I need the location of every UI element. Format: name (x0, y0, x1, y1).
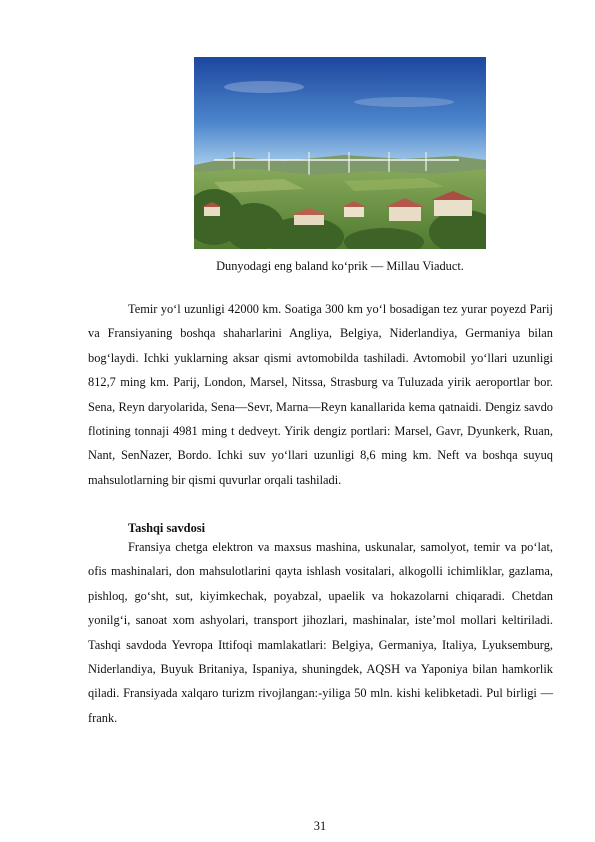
sky (194, 57, 486, 167)
millau-viaduct-photo (194, 57, 486, 249)
section-heading: Tashqi savdosi (128, 521, 206, 535)
paragraph-foreign-trade: Fransiya chetga elektron va maxsus mashina, uskunalar, samolyot, temir va po‘lat, ofis mashinalari, don mahsulotlarini qayta ishlash vositalari, alkogolli ichimliklar, gazlama, pishloq, go‘sht, sut, kiyimkechak, poyabzal, upaelik va hokazolarni chiqaradi. Chetdan yonilg‘i, sanoat xom ashyolari, transport jihozlari, mashinalar, iste’mol mollari keltiriladi. Tashqi savdoda Yevropa Ittifoqi mamlakatlari: Belgiya, Germaniya, Italiya, Lyuksemburg, Niderlandiya, Buyuk Britaniya, Ispaniya, shuningdek, AQSH va Yaponiya bilan hamkorlik qiladi. Fransiyada xalqaro turizm rivojlangan:-yiliga 50 mln. kishi kelibketadi. Pul birligi — frank. (88, 540, 553, 725)
paragraph-transport: Temir yo‘l uzunligi 42000 km. Soatiga 300 km yo‘l bosadigan tez yurar poyezd Parij va Fransiyaning boshqa shaharlarini Angliya, Belgiya, Niderlandiya, Germaniya bilan bog‘laydi. Ichki yuklarning aksar qismi avtomobilda tashiladi. Avtomobil yo‘llari uzunligi 812,7 ming km. Parij, London, Marsel, Nitssa, Strasburg va Tuluzada yirik aeroportlar bor. Sena, Reyn daryolarida, Sena—Sevr, Marna—Reyn kanallarida kema qatnaidi. Dengiz savdo flotining tonnaji 4981 ming t dedveyt. Yirik dengiz portlari: Marsel, Gavr, Dyunkerk, Ruan, Nant, SenNazer, Bordo. Ichki suv yo‘llari uzunligi 8,6 ming km. Neft va boshqa suyuq mahsulotlarning bir qismi quvurlar orqali tashiladi. (88, 302, 553, 487)
page-number: 31 (313, 819, 327, 833)
photo-illustration (194, 57, 486, 249)
figure-caption: Dunyodagi eng baland ko‘prik — Millau Viaduct. (216, 259, 464, 273)
